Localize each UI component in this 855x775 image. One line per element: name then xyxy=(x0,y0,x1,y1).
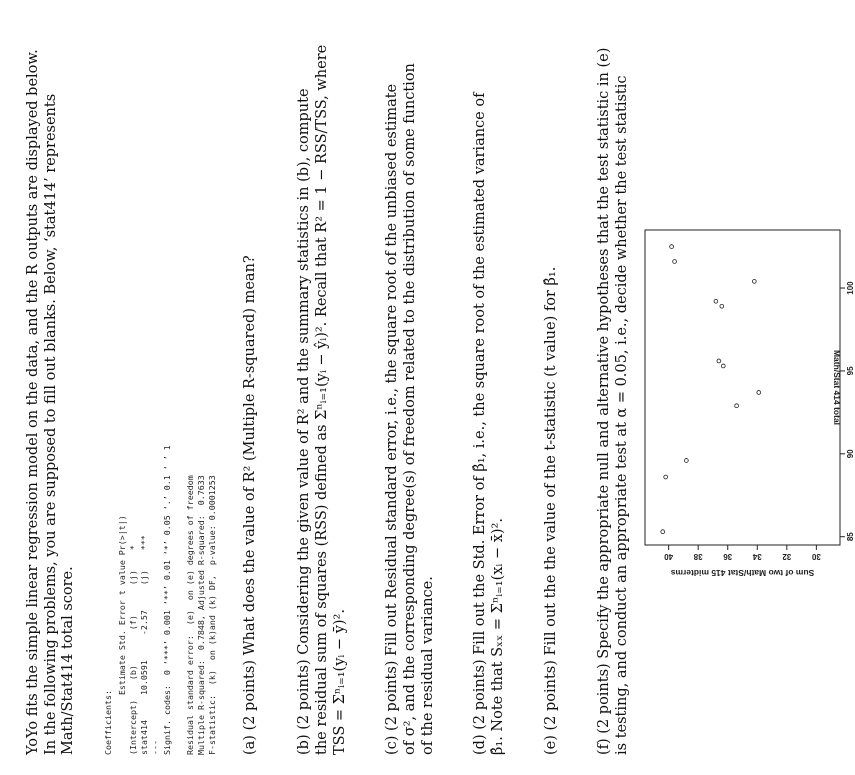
chart-title: Sum of two Math/Stat 415 midterms xyxy=(670,568,815,578)
question-c-line-1: (c) (2 points) Fill out Residual standard error, i.e., the square root of the unbiased estimate xyxy=(384,83,400,755)
x-tick-label: 95 xyxy=(846,366,855,376)
r-residual-se: Residual standard error: (e) on (e) degrees of freedom xyxy=(185,475,195,755)
question-a: (a) (2 points) What does the value of R² (Multiple R-squared) mean? xyxy=(242,255,258,755)
question-f-line-1: (f) (2 points) Specify the appropriate null and alternative hypotheses that the test statistic in (e) xyxy=(596,47,612,755)
question-d-line-2: β̂₁. Note that Sₓₓ = Σⁿᵢ₌₁(xᵢ − x̄)². xyxy=(490,518,506,755)
data-point xyxy=(673,260,677,264)
data-point xyxy=(757,391,761,395)
question-e: (e) (2 points) Fill out the the value of the t-statistic (t value) for β̂₁. xyxy=(543,266,559,755)
data-point xyxy=(720,304,724,308)
question-b-line-1: (b) (2 points) Considering the given value of R² and the summary statistics in (b), compute xyxy=(296,88,312,755)
data-point xyxy=(735,404,739,408)
x-tick-label: 90 xyxy=(846,449,855,459)
plot-frame xyxy=(645,230,840,545)
r-multiple-r-squared: Multiple R-squared: 0.7848, Adjusted R-squared: 0.7633 xyxy=(196,475,206,755)
y-tick-label: 40 xyxy=(664,552,674,561)
x-tick-label: 100 xyxy=(846,281,855,295)
x-axis-label: Math/Stat 414 total xyxy=(832,349,842,426)
question-c-line-2: of σ², and the corresponding degree(s) of freedom related to the distribution of some function xyxy=(402,63,418,755)
question-b-line-2: the residual sum of squares (RSS) defined as Σⁿᵢ₌₁(yᵢ − ŷᵢ)². Recall that R² = 1 − RSS/TSS, where xyxy=(314,44,330,755)
data-point xyxy=(714,299,718,303)
intro-line-3: Math/Stat414 total score. xyxy=(60,566,76,755)
data-point xyxy=(717,359,721,363)
question-b-line-3: TSS = Σⁿᵢ₌₁(yᵢ − ȳ)². xyxy=(332,609,348,755)
intro-line-1: YoYo fits the simple linear regression model on the data, and the R outputs are displayed below. xyxy=(25,49,41,755)
r-intercept-row: (Intercept) (b) (f) (j) * xyxy=(128,545,138,755)
r-coefficients-header: Estimate Std. Error t value Pr(>|t|) xyxy=(117,515,127,755)
r-f-statistic: F-statistic: (k) on (k)and (k) DF, p-value: 0.0001253 xyxy=(207,475,217,755)
r-stat414-row: stat414 10.0591 -2.57 (j) *** xyxy=(139,535,149,755)
r-separator: --- xyxy=(150,740,160,755)
question-c-line-3: of the residual variance. xyxy=(420,576,436,755)
x-tick-label: 85 xyxy=(846,532,855,542)
data-point xyxy=(670,245,674,249)
y-tick-label: 34 xyxy=(752,552,762,561)
intro-line-2: In the following problems, you are supposed to fill out blanks. Below, ‘stat414’ represents xyxy=(43,93,59,755)
question-f-line-2: is testing, and conduct an appropriate test at α = 0.05, i.e., decide whether the test statistic xyxy=(614,75,630,755)
question-d-line-1: (d) (2 points) Fill out the Std. Error of β̂₁, i.e., the square root of the estimated variance of xyxy=(472,92,488,755)
data-point xyxy=(664,475,668,479)
y-tick-label: 36 xyxy=(723,552,733,561)
y-tick-label: 30 xyxy=(811,552,821,561)
data-point xyxy=(721,364,725,368)
r-signif-codes: Signif. codes: 0 ‘***’ 0.001 ‘**’ 0.01 ‘*’ 0.05 ‘.’ 0.1 ‘ ’ 1 xyxy=(162,445,172,755)
y-tick-label: 32 xyxy=(782,552,792,561)
r-coefficients-heading: Coefficients: xyxy=(103,690,113,755)
data-point xyxy=(684,459,688,463)
data-point xyxy=(752,279,756,283)
y-tick-label: 38 xyxy=(693,552,703,561)
data-point xyxy=(661,530,665,534)
